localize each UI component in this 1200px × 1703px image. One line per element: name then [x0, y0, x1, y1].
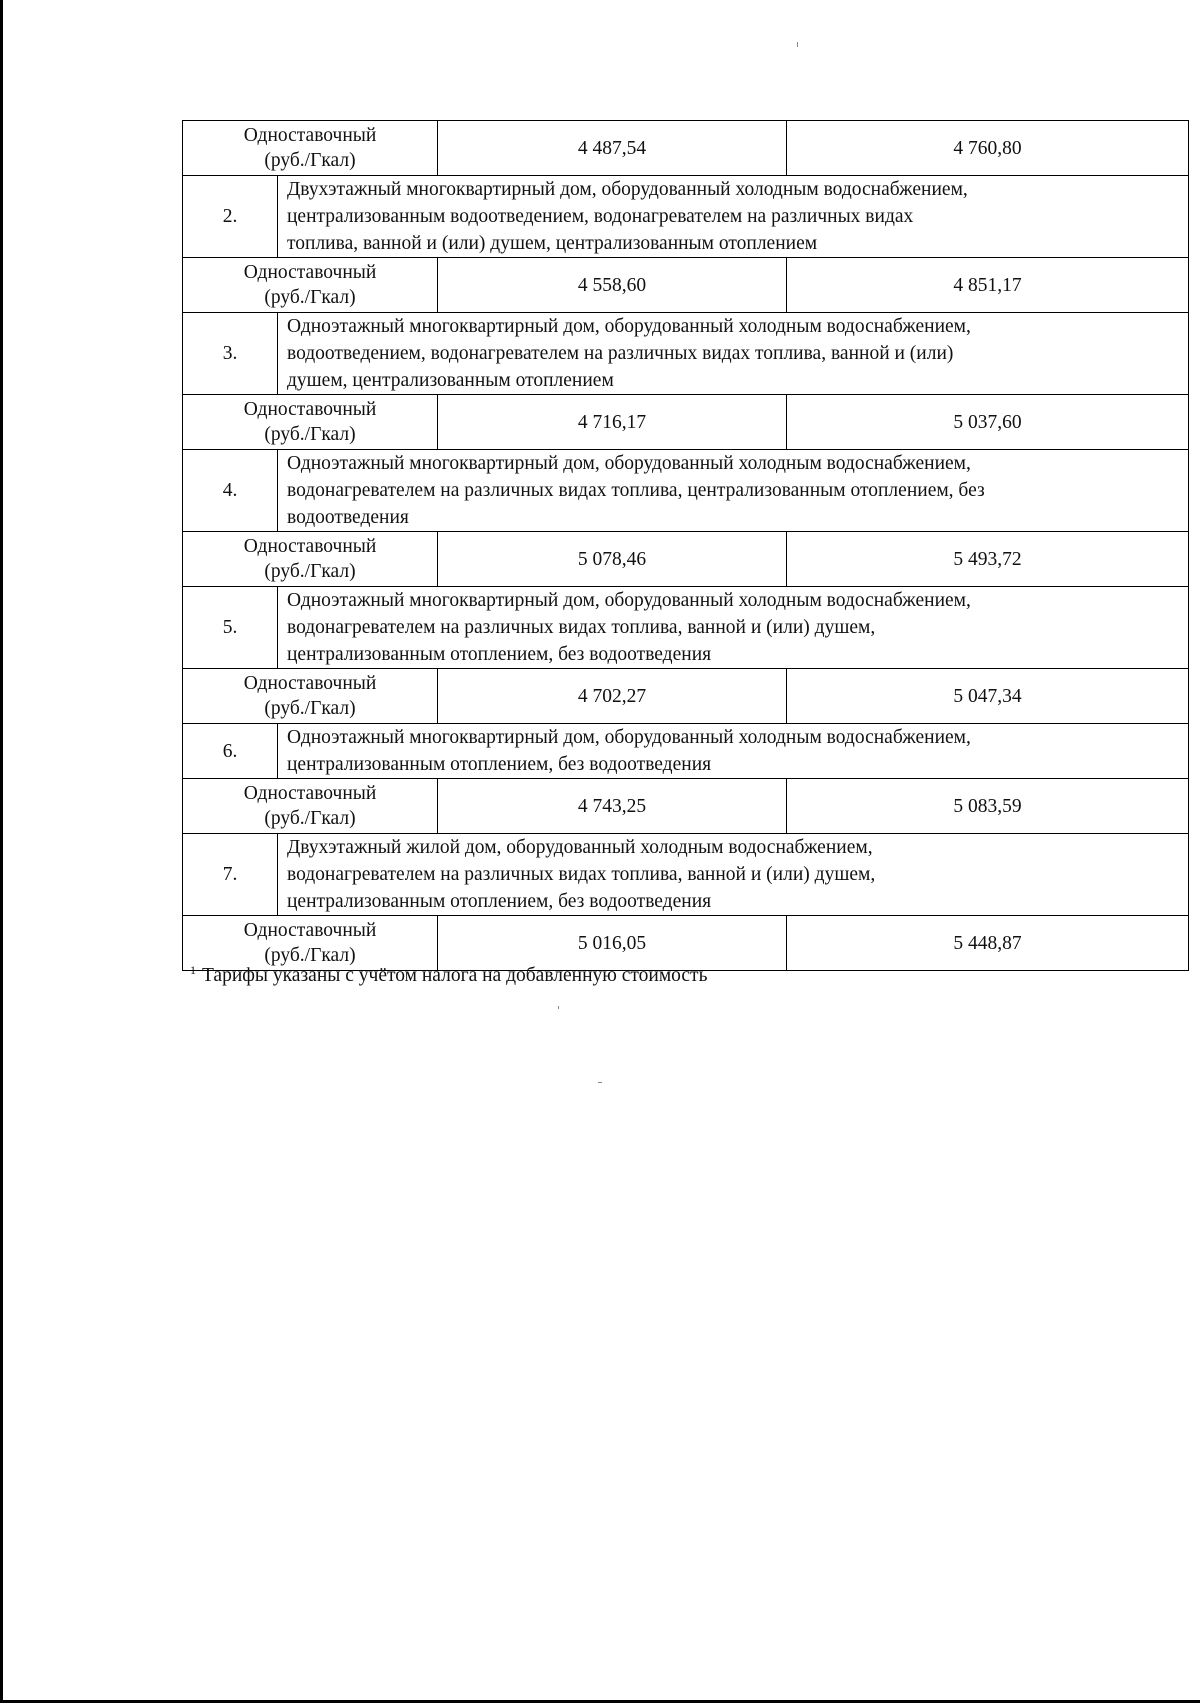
tariff-value-period-2: 4 760,80 [787, 121, 1189, 176]
rate-unit-label: (руб./Гкал) [264, 150, 356, 171]
footnote-marker: 1 [190, 963, 196, 977]
category-description-line: Одноэтажный многоквартирный дом, оборудованный холодным водоснабжением, [287, 727, 971, 748]
building-category-row [183, 587, 1189, 669]
category-description-line: Двухэтажный жилой дом, оборудованный холодным водоснабжением, [287, 837, 873, 858]
rate-type-label: Одноставочный [243, 673, 377, 694]
rate-type-cell [183, 121, 438, 176]
scan-speck [797, 42, 798, 47]
rate-unit-label: (руб./Гкал) [264, 287, 356, 308]
category-number: 5. [183, 587, 278, 669]
tariff-value-period-2: 5 448,87 [787, 916, 1189, 971]
category-description [278, 176, 1189, 258]
tariff-value-period-1: 4 702,27 [438, 669, 787, 724]
tariff-value-period-1: 4 558,60 [438, 258, 787, 313]
category-description-line: водонагревателем на различных видах топлива, ванной и (или) душем, [287, 864, 876, 885]
category-description-line: водоотведением, водонагревателем на различных видах топлива, ванной и (или) [287, 343, 954, 364]
category-description-line: водонагревателем на различных видах топлива, ванной и (или) душем, [287, 617, 876, 638]
category-description [278, 587, 1189, 669]
rate-row [183, 258, 1189, 313]
rate-type-label: Одноставочный [243, 783, 377, 804]
building-category-row [183, 313, 1189, 395]
tariff-value-period-1: 5 016,05 [438, 916, 787, 971]
category-description [278, 450, 1189, 532]
tariff-value-period-1: 4 743,25 [438, 779, 787, 834]
tariff-value-period-2: 5 493,72 [787, 532, 1189, 587]
rate-type-cell [183, 779, 438, 834]
category-number: 2. [183, 176, 278, 258]
rate-type-cell [183, 532, 438, 587]
rate-type-label: Одноставочный [243, 262, 377, 283]
rate-type-cell [183, 395, 438, 450]
building-category-row [183, 176, 1189, 258]
category-description-line: водоотведения [287, 507, 409, 528]
page-edge-left [0, 0, 3, 1703]
building-category-row [183, 724, 1189, 779]
tariff-value-period-2: 4 851,17 [787, 258, 1189, 313]
rate-type-label: Одноставочный [243, 920, 377, 941]
rate-type-cell [183, 258, 438, 313]
rate-unit-label: (руб./Гкал) [264, 945, 356, 966]
rate-type-label: Одноставочный [243, 125, 377, 146]
rate-unit-label: (руб./Гкал) [264, 561, 356, 582]
rate-row [183, 121, 1189, 176]
category-description [278, 313, 1189, 395]
category-description-line: централизованным отоплением, без водоотведения [287, 754, 712, 775]
tariff-value-period-2: 5 083,59 [787, 779, 1189, 834]
rate-unit-label: (руб./Гкал) [264, 698, 356, 719]
rate-row [183, 916, 1189, 971]
rate-row [183, 669, 1189, 724]
category-number: 3. [183, 313, 278, 395]
category-description-line: Одноэтажный многоквартирный дом, оборудованный холодным водоснабжением, [287, 316, 971, 337]
rate-row [183, 532, 1189, 587]
scan-speck [558, 1006, 559, 1009]
tariff-value-period-2: 5 037,60 [787, 395, 1189, 450]
scan-speck [598, 1082, 602, 1083]
rate-unit-label: (руб./Гкал) [264, 424, 356, 445]
category-description-line: централизованным водоотведением, водонагревателем на различных видах [287, 206, 914, 227]
tariff-value-period-1: 4 487,54 [438, 121, 787, 176]
category-description [278, 724, 1189, 779]
category-description-line: водонагревателем на различных видах топлива, централизованным отоплением, без [287, 480, 985, 501]
category-number: 6. [183, 724, 278, 779]
building-category-row [183, 450, 1189, 532]
category-number: 7. [183, 834, 278, 916]
tariff-value-period-1: 5 078,46 [438, 532, 787, 587]
category-description-line: централизованным отоплением, без водоотведения [287, 644, 712, 665]
category-number: 4. [183, 450, 278, 532]
tariff-value-period-2: 5 047,34 [787, 669, 1189, 724]
rate-type-cell [183, 669, 438, 724]
rate-unit-label: (руб./Гкал) [264, 808, 356, 829]
category-description [278, 834, 1189, 916]
category-description-line: Двухэтажный многоквартирный дом, оборудованный холодным водоснабжением, [287, 179, 968, 200]
rate-row [183, 779, 1189, 834]
category-description-line: Одноэтажный многоквартирный дом, оборудованный холодным водоснабжением, [287, 453, 971, 474]
tariff-value-period-1: 4 716,17 [438, 395, 787, 450]
category-description-line: душем, централизованным отоплением [287, 370, 614, 391]
tariff-table-body [183, 121, 1189, 971]
rate-type-label: Одноставочный [243, 399, 377, 420]
rate-row [183, 395, 1189, 450]
rate-type-cell [183, 916, 438, 971]
building-category-row [183, 834, 1189, 916]
category-description-line: централизованным отоплением, без водоотведения [287, 891, 712, 912]
tariff-table [182, 120, 1189, 971]
footnote [190, 964, 707, 988]
category-description-line: топлива, ванной и (или) душем, централизованным отоплением [287, 233, 818, 254]
footnote-text: Тарифы указаны с учётом налога на добавленную стоимость [202, 965, 708, 986]
rate-type-label: Одноставочный [243, 536, 377, 557]
category-description-line: Одноэтажный многоквартирный дом, оборудованный холодным водоснабжением, [287, 590, 971, 611]
